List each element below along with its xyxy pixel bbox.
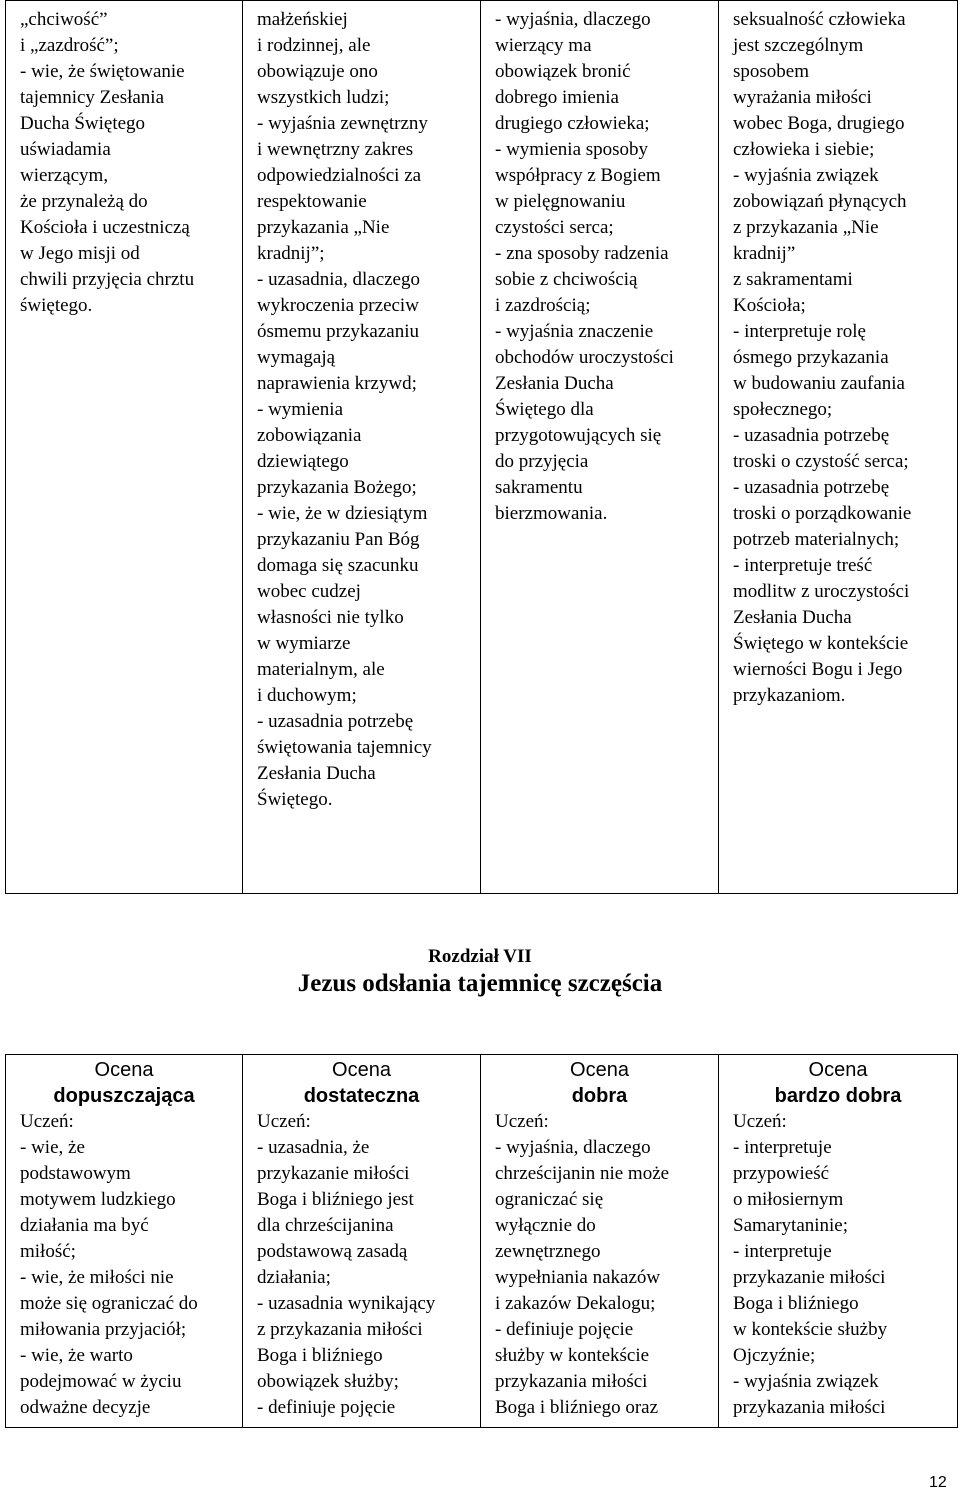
text-line: może się ograniczać do <box>20 1293 198 1314</box>
text-line: jest szczególnym <box>733 35 864 56</box>
text-line: respektowanie <box>257 191 367 212</box>
text-line: Uczeń: <box>495 1111 549 1132</box>
text-line: z przykazania „Nie <box>733 217 879 238</box>
text-line: przykazania miłości <box>495 1371 648 1392</box>
text-line: i rodzinnej, ale <box>257 35 371 56</box>
text-line: Boga i bliźniego jest <box>257 1189 414 1210</box>
text-line: do przyjęcia <box>495 451 589 472</box>
text-line: w kontekście służby <box>733 1319 888 1340</box>
grade-heading: Ocena <box>808 1059 868 1081</box>
grade-cell <box>243 1055 481 1428</box>
text-line: przykazania miłości <box>733 1397 886 1418</box>
text-line: - zna sposoby radzenia <box>495 243 669 264</box>
text-line: i wewnętrzny zakres <box>257 139 414 160</box>
text-line: świętego. <box>20 295 93 316</box>
text-line: Zesłania Ducha <box>495 373 614 394</box>
text-line: odważne decyzje <box>20 1397 151 1418</box>
text-line: - wie, że warto <box>20 1345 133 1366</box>
text-line: zobowiązania <box>257 425 362 446</box>
text-line: Boga i bliźniego oraz <box>495 1397 659 1418</box>
grade-name: dopuszczająca <box>53 1085 195 1107</box>
text-line: wykroczenia przeciw <box>257 295 419 316</box>
text-line: - wyjaśnia, dlaczego <box>495 9 651 30</box>
text-line: materialnym, ale <box>257 659 385 680</box>
page-number: 12 <box>929 1474 947 1491</box>
text-line: Świętego w kontekście <box>733 633 909 654</box>
text-line: wyrażania miłości <box>733 87 872 108</box>
text-line: przykazania Bożego; <box>257 477 417 498</box>
text-line: sakramentu <box>495 477 583 498</box>
text-line: potrzeb materialnych; <box>733 529 900 550</box>
text-line: - interpretuje <box>733 1137 832 1158</box>
text-line: motywem ludzkiego <box>20 1189 176 1210</box>
text-line: - wyjaśnia, dlaczego <box>495 1137 651 1158</box>
text-line: - wymienia <box>257 399 344 420</box>
text-line: - wyjaśnia związek <box>733 1371 879 1392</box>
text-line: i „zazdrość”; <box>20 35 119 56</box>
text-line: wierności Bogu i Jego <box>733 659 903 680</box>
grade-heading: Ocena <box>94 1059 154 1081</box>
text-line: w budowaniu zaufania <box>733 373 905 394</box>
text-line: - interpretuje rolę <box>733 321 866 342</box>
text-line: Świętego. <box>257 789 333 810</box>
text-line: podejmować w życiu <box>20 1371 182 1392</box>
text-line: w wymiarze <box>257 633 351 654</box>
text-line: wierzący ma <box>495 35 592 56</box>
text-line: dziewiątego <box>257 451 349 472</box>
text-line: o miłosiernym <box>733 1189 844 1210</box>
text-line: wymagają <box>257 347 336 368</box>
text-line: dla chrześcijanina <box>257 1215 394 1236</box>
text-line: wobec cudzej <box>257 581 361 602</box>
text-line: - wyjaśnia znaczenie <box>495 321 654 342</box>
text-line: - wyjaśnia związek <box>733 165 879 186</box>
text-line: zobowiązań płynących <box>733 191 907 212</box>
text-line: Ojczyźnie; <box>733 1345 816 1366</box>
text-line: - uzasadnia potrzebę <box>733 477 890 498</box>
text-line: sobie z chciwością <box>495 269 638 290</box>
text-line: Samarytaninie; <box>733 1215 849 1236</box>
text-line: Boga i bliźniego <box>257 1345 383 1366</box>
text-line: kradnij” <box>733 243 796 264</box>
text-line: troski o porządkowanie <box>733 503 912 524</box>
text-line: wyłącznie do <box>495 1215 596 1236</box>
text-line: Uczeń: <box>20 1111 74 1132</box>
text-line: świętowania tajemnicy <box>257 737 432 758</box>
text-line: - uzasadnia, dlaczego <box>257 269 420 290</box>
text-line: podstawową zasadą <box>257 1241 408 1262</box>
text-line: Zesłania Ducha <box>733 607 852 628</box>
text-line: wobec Boga, drugiego <box>733 113 905 134</box>
text-line: - interpretuje treść <box>733 555 873 576</box>
text-line: - wie, że <box>20 1137 85 1158</box>
text-line: obowiązek bronić <box>495 61 631 82</box>
text-line: uświadamia <box>20 139 111 160</box>
text-line: seksualność człowieka <box>733 9 906 30</box>
text-line: małżeńskiej <box>257 9 348 30</box>
text-line: obowiązek służby; <box>257 1371 399 1392</box>
chapter-title: Jezus odsłania tajemnicę szczęścia <box>297 970 663 997</box>
text-line: zewnętrznego <box>495 1241 601 1262</box>
text-line: - uzasadnia potrzebę <box>257 711 414 732</box>
grade-name: dobra <box>571 1085 628 1107</box>
text-line: sposobem <box>733 61 809 82</box>
text-line: - wyjaśnia zewnętrzny <box>257 113 428 134</box>
text-line: - uzasadnia potrzebę <box>733 425 890 446</box>
text-line: że przynależą do <box>20 191 148 212</box>
text-line: przygotowujących się <box>495 425 662 446</box>
text-line: Kościoła i uczestniczą <box>20 217 190 238</box>
text-line: ósmego przykazania <box>733 347 889 368</box>
text-line: przypowieść <box>733 1163 830 1184</box>
text-line: domaga się szacunku <box>257 555 419 576</box>
text-line: przykazanie miłości <box>257 1163 410 1184</box>
text-line: miłość; <box>20 1241 76 1262</box>
text-line: służby w kontekście <box>495 1345 650 1366</box>
text-line: obowiązuje ono <box>257 61 378 82</box>
text-line: - uzasadnia wynikający <box>257 1293 436 1314</box>
text-line: Uczeń: <box>257 1111 311 1132</box>
grade-cell <box>719 1055 958 1428</box>
chapter-label: Rozdział VII <box>428 946 532 967</box>
text-line: podstawowym <box>20 1163 131 1184</box>
text-line: z sakramentami <box>733 269 853 290</box>
table-cell <box>719 1 958 894</box>
text-line: Świętego dla <box>495 399 594 420</box>
text-line: odpowiedzialności za <box>257 165 422 186</box>
text-line: Uczeń: <box>733 1111 787 1132</box>
text-line: kradnij”; <box>257 243 325 264</box>
grade-name: dostateczna <box>303 1085 420 1107</box>
grade-cell <box>481 1055 719 1428</box>
text-line: i zakazów Dekalogu; <box>495 1293 656 1314</box>
text-line: - wie, że w dziesiątym <box>257 503 428 524</box>
table-row <box>6 1 958 894</box>
table-cell <box>481 1 719 894</box>
text-line: Boga i bliźniego <box>733 1293 859 1314</box>
text-line: - interpretuje <box>733 1241 832 1262</box>
text-line: - uzasadnia, że <box>257 1137 370 1158</box>
text-line: własności nie tylko <box>257 607 404 628</box>
table-cell <box>243 1 481 894</box>
text-line: Ducha Świętego <box>20 113 146 134</box>
text-line: Zesłania Ducha <box>257 763 376 784</box>
text-line: w pielęgnowaniu <box>495 191 626 212</box>
text-line: dobrego imienia <box>495 87 619 108</box>
text-line: wierzącym, <box>20 165 109 186</box>
text-line: w Jego misji od <box>20 243 140 264</box>
text-line: Kościoła; <box>733 295 806 316</box>
grade-heading: Ocena <box>570 1059 629 1081</box>
text-line: naprawienia krzywd; <box>257 373 417 394</box>
grade-heading: Ocena <box>332 1059 391 1081</box>
text-line: przykazanie miłości <box>733 1267 886 1288</box>
text-line: drugiego człowieka; <box>495 113 650 134</box>
text-line: - definiuje pojęcie <box>495 1319 634 1340</box>
text-line: przykazaniom. <box>733 685 846 706</box>
text-line: ósmemu przykazaniu <box>257 321 419 342</box>
text-line: i zazdrością; <box>495 295 591 316</box>
text-line: - wie, że świętowanie <box>20 61 185 82</box>
table-row <box>6 1055 958 1428</box>
text-line: współpracy z Bogiem <box>495 165 661 186</box>
text-line: działania ma być <box>20 1215 149 1236</box>
grade-cell <box>6 1055 243 1428</box>
text-line: społecznego; <box>733 399 833 420</box>
grades-table <box>5 1054 958 1428</box>
text-line: troski o czystość serca; <box>733 451 909 472</box>
text-line: przykazaniu Pan Bóg <box>257 529 420 550</box>
text-line: chrześcijanin nie może <box>495 1163 670 1184</box>
text-line: - definiuje pojęcie <box>257 1397 396 1418</box>
text-line: i duchowym; <box>257 685 357 706</box>
curriculum-table-continued <box>5 0 958 894</box>
text-line: człowieka i siebie; <box>733 139 875 160</box>
text-line: przykazania „Nie <box>257 217 390 238</box>
text-line: bierzmowania. <box>495 503 608 524</box>
grade-name: bardzo dobra <box>774 1085 902 1107</box>
text-line: chwili przyjęcia chrztu <box>20 269 195 290</box>
text-line: - wie, że miłości nie <box>20 1267 174 1288</box>
text-line: wypełniania nakazów <box>495 1267 661 1288</box>
text-line: tajemnicy Zesłania <box>20 87 165 108</box>
text-line: działania; <box>257 1267 331 1288</box>
text-line: czystości serca; <box>495 217 614 238</box>
text-line: modlitw z uroczystości <box>733 581 910 602</box>
table-cell <box>6 1 243 894</box>
text-line: miłowania przyjaciół; <box>20 1319 187 1340</box>
text-line: obchodów uroczystości <box>495 347 674 368</box>
text-line: wszystkich ludzi; <box>257 87 390 108</box>
text-line: ograniczać się <box>495 1189 604 1210</box>
text-line: - wymienia sposoby <box>495 139 649 160</box>
text-line: „chciwość” <box>20 9 108 30</box>
text-line: z przykazania miłości <box>257 1319 423 1340</box>
